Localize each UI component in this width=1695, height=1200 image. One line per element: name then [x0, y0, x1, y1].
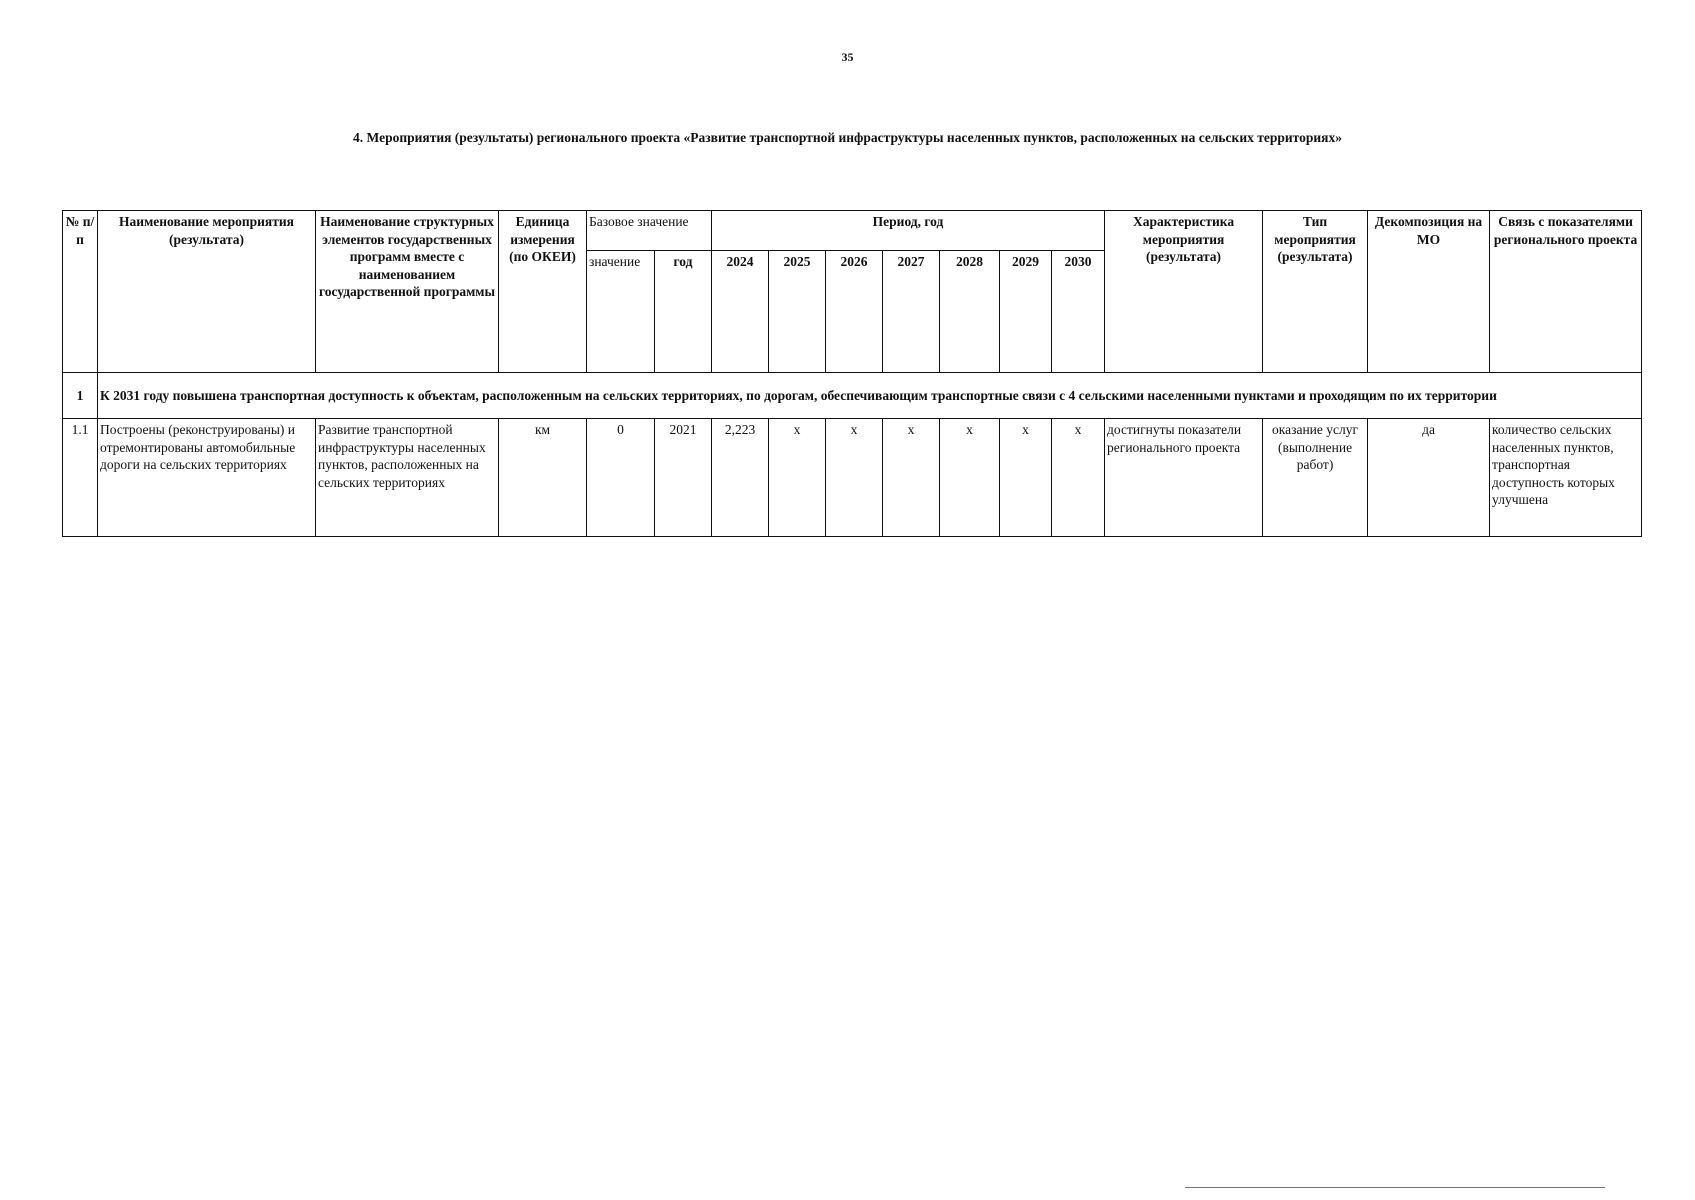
header-year-2024: 2024 — [712, 251, 769, 373]
document-title: 4. Мероприятия (результаты) регионального проекта «Развитие транспортной инфраструктуры населенных пунктов, расположенных на сельских территориях» — [353, 130, 1342, 145]
row-year-2025: х — [769, 419, 826, 537]
header-base-year-sub: год — [655, 251, 712, 373]
header-year-2027: 2027 — [883, 251, 940, 373]
header-year-2026: 2026 — [826, 251, 883, 373]
header-link: Связь с показателями регионального проекта — [1490, 211, 1642, 373]
row-characteristic: достигнуты показатели регионального проекта — [1105, 419, 1263, 537]
row-event-name: Построены (реконструированы) и отремонтированы автомобильные дороги на сельских территориях — [98, 419, 316, 537]
header-type: Тип мероприятия (результата) — [1263, 211, 1368, 373]
header-year-2028: 2028 — [940, 251, 1000, 373]
row-year-2027: х — [883, 419, 940, 537]
table-row — [63, 419, 1642, 537]
header-base-value-sub: значение — [587, 251, 655, 373]
page-number: 35 — [841, 50, 854, 64]
header-year-2025: 2025 — [769, 251, 826, 373]
header-decomposition: Декомпозиция на МО — [1368, 211, 1490, 373]
header-event-name: Наименование мероприятия (результата) — [98, 211, 316, 373]
row-year-2024: 2,223 — [712, 419, 769, 537]
row-decomposition: да — [1368, 419, 1490, 537]
footer-line — [1185, 1187, 1605, 1188]
row-year-2026: х — [826, 419, 883, 537]
events-table — [62, 210, 1642, 537]
header-num: № п/п — [63, 211, 98, 373]
section-text: К 2031 году повышена транспортная доступность к объектам, расположенным на сельских территориях, по дорогам, обеспечивающим транспортные связи с 4 сельскими населенными пунктами и проходящим по их территории — [98, 373, 1642, 419]
section-num: 1 — [63, 373, 98, 419]
header-year-2029: 2029 — [1000, 251, 1052, 373]
row-type: оказание услуг (выполнение работ) — [1263, 419, 1368, 537]
header-characteristic: Характеристика мероприятия (результата) — [1105, 211, 1263, 373]
row-unit: км — [499, 419, 587, 537]
row-base-value: 0 — [587, 419, 655, 537]
header-base-value: Базовое значение — [587, 211, 712, 251]
header-period: Период, год — [712, 211, 1105, 251]
section-row — [63, 373, 1642, 419]
row-num: 1.1 — [63, 419, 98, 537]
header-unit: Единица измерения (по ОКЕИ) — [499, 211, 587, 373]
row-link: количество сельских населенных пунктов, транспортная доступность которых улучшена — [1490, 419, 1642, 537]
row-struct-elements: Развитие транспортной инфраструктуры населенных пунктов, расположенных на сельских территориях — [316, 419, 499, 537]
row-year-2029: х — [1000, 419, 1052, 537]
header-struct-elements: Наименование структурных элементов государственных программ вместе с наименованием государственной программы — [316, 211, 499, 373]
header-year-2030: 2030 — [1052, 251, 1105, 373]
row-year-2028: х — [940, 419, 1000, 537]
row-year-2030: х — [1052, 419, 1105, 537]
row-base-year: 2021 — [655, 419, 712, 537]
